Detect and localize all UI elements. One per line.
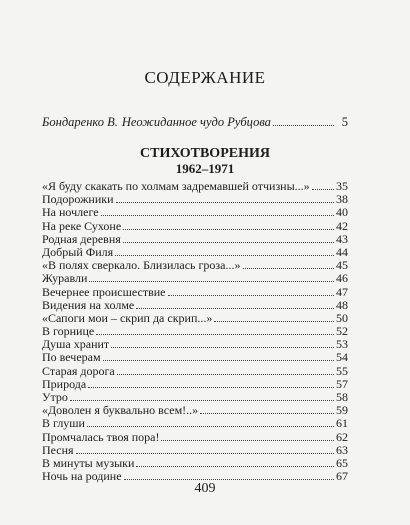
toc-entry: [42, 417, 348, 430]
leader-dots: [76, 453, 334, 454]
leader-dots: [168, 295, 335, 296]
toc-entry-page-number: 67: [336, 469, 348, 484]
toc-entry: [42, 220, 348, 233]
leader-dots: [161, 440, 334, 441]
toc-entry-title: На ночлеге: [42, 205, 99, 220]
toc-entry-title: Душа хранит: [42, 337, 110, 352]
intro-entry: [42, 115, 348, 130]
toc-entry-page-number: 38: [336, 192, 348, 207]
leader-dots: [200, 413, 334, 414]
toc-entry: [42, 233, 348, 246]
toc-entry-page-number: 61: [336, 416, 348, 431]
leader-dots: [88, 387, 334, 388]
toc-entry-title: Подорожники: [42, 192, 114, 207]
toc-entry-title: В горнице: [42, 324, 95, 339]
leader-dots: [101, 215, 334, 216]
toc-entry-title: «Доволен я буквально всем!..»: [42, 403, 199, 418]
toc-entry-title: Промчалась твоя пора!: [42, 429, 160, 444]
toc-entry-title: «Сапоги мои – скрип да скрип...»: [42, 310, 213, 325]
toc-entry: [42, 272, 348, 285]
toc-entry: [42, 404, 348, 417]
leader-dots: [243, 268, 335, 269]
toc-entry-page-number: 48: [336, 297, 348, 312]
intro-page-number: 5: [341, 115, 348, 129]
page-number: 409: [194, 481, 216, 496]
toc-entry-title: В минуты музыки: [42, 455, 135, 470]
toc-entry-title: Видения на холме: [42, 297, 135, 312]
leader-dots: [117, 374, 334, 375]
toc-entry-title: В глуши: [42, 416, 85, 431]
toc-entry-page-number: 46: [336, 271, 348, 286]
section-years: 1962–1971: [175, 161, 235, 176]
toc-entry: [42, 286, 348, 299]
toc-entry: [42, 351, 348, 364]
intro-author: Бондаренко В.: [42, 115, 118, 129]
leader-dots: [89, 281, 334, 282]
leader-dots: [273, 125, 334, 126]
page-title: СОДЕРЖАНИЕ: [144, 68, 266, 87]
toc-entry: [42, 378, 348, 391]
toc-entry-title: Утро: [42, 390, 68, 404]
toc-entry-page-number: 59: [336, 403, 348, 418]
leader-dots: [96, 334, 334, 335]
toc-entry-page-number: 63: [336, 442, 348, 457]
toc-entry: [42, 259, 348, 272]
toc-entry-page-number: 43: [336, 231, 348, 246]
toc-entry-title: Родная деревня: [42, 231, 121, 246]
toc-entry-page-number: 44: [336, 244, 348, 259]
toc-entry-page-number: 35: [336, 179, 348, 193]
leader-dots: [116, 202, 334, 203]
toc-entry-page-number: 45: [336, 258, 348, 273]
toc-entry-title: Песня: [42, 442, 74, 457]
intro-title: Неожиданное чудо Рубцова: [121, 115, 271, 129]
toc-entry-page-number: 57: [336, 376, 348, 391]
toc-entry-page-number: 47: [336, 284, 348, 299]
leader-dots: [115, 255, 334, 256]
toc-entry-title: Добрый Филя: [42, 244, 114, 259]
toc-entry-title: Ночь на родине: [42, 469, 122, 484]
leader-dots: [214, 321, 334, 322]
toc-entry-title: Вечернее происшествие: [42, 284, 166, 299]
leader-dots: [87, 426, 334, 427]
toc-entry: [42, 431, 348, 444]
toc-entry-title: Природа: [42, 376, 87, 391]
toc-entry: [42, 206, 348, 219]
leader-dots: [123, 229, 334, 230]
toc-entry-page-number: 55: [336, 363, 348, 378]
toc-entry-page-number: 52: [336, 324, 348, 339]
leader-dots: [123, 242, 334, 243]
leader-dots: [312, 189, 334, 190]
toc-entry: [42, 299, 348, 312]
toc-list: [42, 180, 348, 483]
toc-entry-page-number: 42: [336, 218, 348, 233]
toc-entry-page-number: 62: [336, 429, 348, 444]
leader-dots: [103, 360, 334, 361]
leader-dots: [136, 308, 334, 309]
toc-entry-title: По вечерам: [42, 350, 101, 365]
toc-entry-title: Журавли: [42, 271, 88, 286]
leader-dots: [70, 400, 334, 401]
toc-entry: [42, 444, 348, 457]
toc-entry-page-number: 65: [336, 455, 348, 470]
leader-dots: [124, 479, 334, 480]
leader-dots: [136, 466, 334, 467]
section-title: СТИХОТВОРЕНИЯ: [140, 146, 270, 161]
toc-entry-title: «Я буду скакать по холмам задремавшей отчизны...»: [42, 179, 310, 193]
leader-dots: [111, 347, 334, 348]
toc-entry-page-number: 53: [336, 337, 348, 352]
toc-entry-title: На реке Сухоне: [42, 218, 122, 233]
toc-entry-page-number: 54: [336, 350, 348, 365]
toc-entry-title: «В полях сверкало. Близилась гроза...»: [42, 258, 241, 273]
toc-entry: [42, 365, 348, 378]
toc-entry-page-number: 58: [336, 390, 348, 404]
toc-entry-page-number: 40: [336, 205, 348, 220]
toc-entry-title: Старая дорога: [42, 363, 115, 378]
toc-entry-page-number: 50: [336, 310, 348, 325]
